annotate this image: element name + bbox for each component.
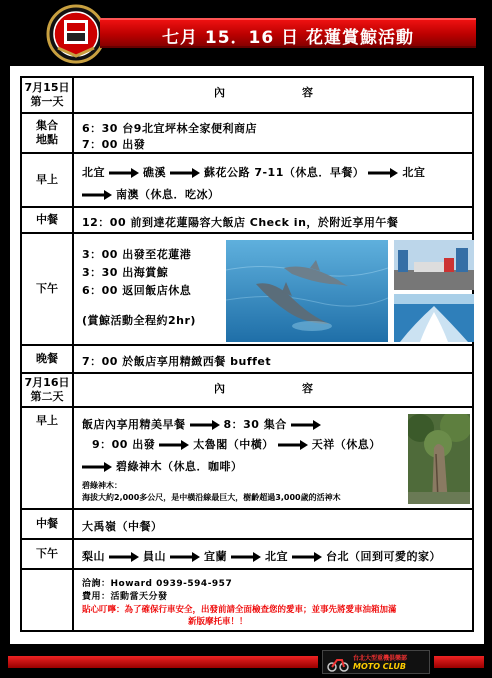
day2-morning-content (76, 408, 472, 508)
day2-morning-label: 早上 (22, 408, 74, 508)
route-stop: 9：00 出發 (92, 438, 156, 451)
day2-morning-line-2 (92, 436, 381, 452)
day1-date: 7月15日 (24, 81, 70, 95)
route-stop: 礁溪 (143, 166, 166, 179)
day1-morning-label: 早上 (22, 154, 74, 206)
day1-content-header (76, 78, 472, 112)
gather-label-2: 地點 (36, 133, 58, 146)
footer-logo-text-2: MOTO CLUB (353, 662, 406, 671)
afternoon-line-2: 3：30 出海賞鯨 (82, 266, 169, 279)
safety-warning-2: 新版摩托車！！ (188, 617, 248, 627)
footer-logo (322, 650, 430, 674)
gather-label (22, 114, 74, 152)
day1-lunch-row (22, 208, 472, 234)
club-logo-icon (46, 4, 106, 64)
day1-dinner-text: 7：00 於飯店享用精緻西餐 buffet (82, 355, 272, 368)
content-header-a: 內 (214, 86, 225, 99)
day2-lunch-label: 中餐 (22, 510, 74, 538)
harbor-photo (394, 240, 474, 290)
day1-day: 第一天 (30, 95, 64, 108)
route-stop: 碧綠神木（休息．咖啡） (116, 460, 243, 473)
day2-date-cell (22, 374, 74, 406)
arrow-right-icon (159, 440, 189, 450)
day1-morning-content (76, 154, 472, 206)
tree-note-text: 海拔大約2,000多公尺，是中橫沿線最巨大，樹齡超過3,000歲的活神木 (82, 493, 341, 502)
day1-dinner-label: 晚餐 (22, 346, 74, 372)
afternoon-line-1: 3：00 出發至花蓮港 (82, 248, 192, 261)
afternoon-note: (賞鯨活動全程約2hr) (82, 314, 196, 327)
morning-route-2 (82, 186, 220, 202)
route-stop: 宜蘭 (204, 550, 227, 563)
arrow-right-icon (368, 168, 398, 178)
arrow-right-icon (82, 462, 112, 472)
sacred-tree-photo (408, 414, 470, 504)
day1-lunch-text: 12：00 前到達花蓮陽容大飯店 Check in，於附近享用午餐 (82, 216, 399, 229)
route-stop: 台北（回到可愛的家） (326, 550, 441, 563)
day1-afternoon-label: 下午 (22, 234, 74, 344)
title-banner (100, 18, 476, 48)
arrow-right-icon (292, 552, 322, 562)
contact-phone: 洽詢：Howard 0939-594-957 (82, 579, 233, 589)
day2-morning-line-3 (82, 458, 243, 474)
boat-wake-photo (394, 294, 474, 342)
gather-line-1: 6：30 台9北宜坪林全家便利商店 (82, 122, 257, 135)
day2-lunch-row (22, 510, 472, 540)
day2-date: 7月16日 (24, 376, 70, 390)
contact-label-empty (22, 570, 74, 630)
arrow-right-icon (170, 552, 200, 562)
arrow-right-icon (109, 168, 139, 178)
afternoon-line-3: 6：00 返回飯店休息 (82, 284, 192, 297)
route-stop: 南澳（休息．吃冰） (116, 188, 220, 201)
day2-afternoon-content (76, 540, 472, 568)
footer-stripe-right (434, 656, 484, 668)
day1-morning-row (22, 154, 472, 208)
dolphin-photo (226, 240, 388, 342)
arrow-right-icon (170, 168, 200, 178)
morning-route-1 (82, 164, 425, 180)
route-stop: 8：30 集合 (223, 418, 287, 431)
day1-afternoon-content (76, 234, 472, 344)
safety-warning-1: 貼心叮嚀：為了確保行車安全，出發前請全面檢查您的愛車；並事先將愛車油箱加滿 (82, 605, 397, 615)
footer-stripe (8, 656, 318, 668)
tree-note-title: 碧綠神木： (82, 481, 122, 490)
day2-afternoon-row (22, 540, 472, 570)
footer-logo-text-1: 台北大型重機俱樂部 (353, 655, 408, 662)
header (0, 0, 492, 66)
day1-gather-row (22, 114, 472, 154)
fee-note: 費用：活動當天分發 (82, 592, 168, 602)
day2-morning-row (22, 408, 472, 510)
footer-bar (0, 646, 492, 678)
content-header-b: 容 (302, 382, 313, 395)
content-header-a: 內 (214, 382, 225, 395)
day1-lunch-label: 中餐 (22, 208, 74, 232)
day1-dinner-row (22, 346, 472, 374)
day1-header-row (22, 78, 472, 114)
gather-content (76, 114, 472, 152)
day1-afternoon-row (22, 234, 472, 346)
arrow-right-icon (231, 552, 261, 562)
itinerary-sheet (10, 66, 484, 644)
page-title: 七月 15．16 日 花蓮賞鯨活動 (161, 28, 415, 48)
arrow-right-icon (278, 440, 308, 450)
gather-label-1: 集合 (36, 119, 58, 133)
arrow-right-icon (190, 420, 220, 430)
content-header-b: 容 (302, 86, 313, 99)
route-stop: 北宜 (82, 166, 105, 179)
arrow-right-icon (109, 552, 139, 562)
day1-lunch-content (76, 208, 472, 232)
motorcycle-icon (327, 653, 349, 673)
day2-header-row (22, 374, 472, 408)
day2-lunch-text: 大禹嶺（中餐） (82, 520, 163, 533)
route-stop: 梨山 (82, 550, 105, 563)
day1-dinner-content (76, 346, 472, 372)
day2-afternoon-label: 下午 (22, 540, 74, 568)
day2-day: 第二天 (30, 390, 64, 403)
route-stop: 員山 (143, 550, 166, 563)
itinerary-table (20, 76, 474, 632)
day1-date-cell (22, 78, 74, 112)
route-stop: 太魯閣（中橫） (193, 438, 274, 451)
route-stop: 北宜 (265, 550, 288, 563)
day2-morning-line-1 (82, 416, 325, 432)
route-stop: 北宜 (402, 166, 426, 179)
arrow-right-icon (291, 420, 321, 430)
afternoon-route (82, 548, 441, 564)
arrow-right-icon (82, 190, 112, 200)
contact-content (76, 570, 472, 630)
day2-lunch-content (76, 510, 472, 538)
route-stop: 蘇花公路 7-11（休息．早餐） (204, 166, 365, 179)
day2-content-header (76, 374, 472, 406)
gather-line-2: 7：00 出發 (82, 138, 146, 151)
route-stop: 天祥（休息） (311, 438, 381, 451)
route-stop: 飯店內享用精美早餐 (82, 418, 186, 431)
contact-row (22, 570, 472, 630)
